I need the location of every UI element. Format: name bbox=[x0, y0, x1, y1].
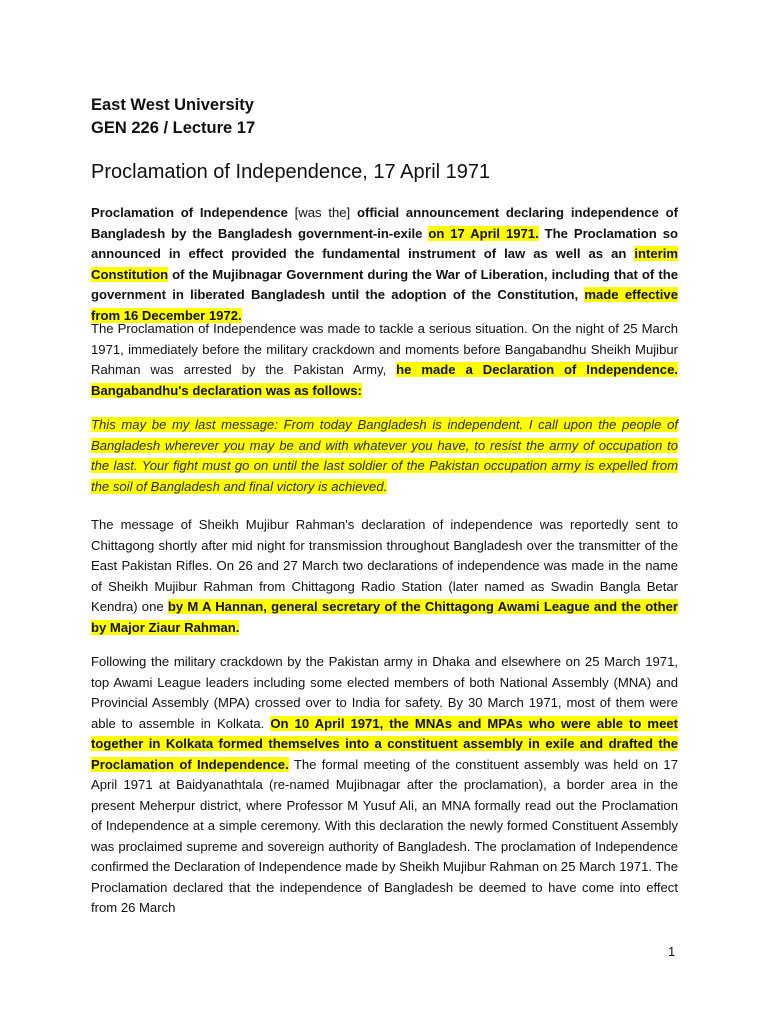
paragraph-serious-situation bbox=[91, 319, 678, 401]
text-run: of the Mujibnagar Government during the War of Liberation, including that of the government in liberated Bangladesh until the adoption of the Constitution, bbox=[91, 266, 678, 302]
text-run: he made a Declaration of Independence. Bangabandhu's declaration was as follows: bbox=[91, 362, 678, 398]
text-run: [was the] bbox=[287, 205, 357, 220]
paragraph-constituent-assembly bbox=[91, 652, 678, 919]
paragraph-message-chittagong bbox=[91, 515, 678, 638]
text-run: official announcement declaring independence of Bangladesh by the Bangladesh government-in-exile bbox=[91, 205, 678, 241]
text-run: The message of Sheikh Mujibur Rahman's declaration of independence was reportedly sent to Chittagong shortly after mid night for transmission throughout Bangladesh over the transmitter of the East Pakistan Rifles. On 26 and 27 March two declarations of independence was made in the name of Sheikh Mujibur Rahman from Chittagong Radio Station (later named as Swadin Bangla Betar Kendra) one bbox=[91, 517, 678, 614]
text-run: The Proclamation of Independence was made to tackle a serious situation. On the night of 25 March 1971, immediately before the military crackdown and moments before Bangabandhu Sheikh Mujibur Rahman was arrested by the Pakistan Army, bbox=[91, 321, 678, 377]
text-run: This may be my last message: From today Bangladesh is independent. I call upon the people of Bangladesh wherever you may be and with whatever you have, to resist the army of occupation to the last. Your fight must go on until the last soldier of the Pakistan occupation army is expelled from the soil of Bangladesh and final victory is achieved. bbox=[91, 417, 678, 494]
text-run: Following the military crackdown by the Pakistan army in Dhaka and elsewhere on 25 March 1971, top Awami League leaders including some elected members of both National Assembly (MNA) and Provincial Assembly (MPA) crossed over to India for safety. By 30 March 1971, most of them were able to assemble in Kolkata. bbox=[91, 654, 678, 731]
paragraph-proclamation-definition bbox=[91, 203, 678, 326]
course-lecture: GEN 226 / Lecture 17 bbox=[91, 119, 256, 137]
university-name: East West University bbox=[91, 96, 254, 114]
document-title: Proclamation of Independence, 17 April 1971 bbox=[91, 161, 491, 183]
text-run: made effective from 16 December 1972. bbox=[91, 287, 678, 323]
page-number: 1 bbox=[668, 944, 676, 959]
text-run: Proclamation of Independence bbox=[91, 205, 288, 220]
text-run: The formal meeting of the constituent assembly was held on 17 April 1971 at Baidyanathtala (re-named Mujibnagar after the proclamation), a border area in the present Meherpur district, where Professor M Yusuf Ali, an MNA formally read out the Proclamation of Independence at a simple ceremony. With this declaration the newly formed Constituent Assembly was proclaimed supreme and sovereign authority of Bangladesh. The proclamation of Independence confirmed the Declaration of Independence made by Sheikh Mujibur Rahman on 25 March 1971. The Proclamation declared that the independence of Bangladesh be deemed to have come into effect from 26 March bbox=[91, 756, 678, 915]
text-run: interim Constitution bbox=[91, 246, 678, 282]
text-run: on 17 April 1971. bbox=[428, 225, 539, 241]
paragraph-declaration-quote bbox=[91, 415, 678, 497]
text-run: On 10 April 1971, the MNAs and MPAs who were able to meet together in Kolkata formed themselves into a constituent assembly in exile and drafted the Proclamation of Independence. bbox=[91, 715, 679, 772]
document-header bbox=[91, 94, 255, 140]
text-run: by M A Hannan, general secretary of the Chittagong Awami League and the other by Major Ziaur Rahman. bbox=[91, 599, 678, 635]
text-run: The Proclamation so announced in effect provided the fundamental instrument of law as well as an bbox=[91, 225, 678, 261]
